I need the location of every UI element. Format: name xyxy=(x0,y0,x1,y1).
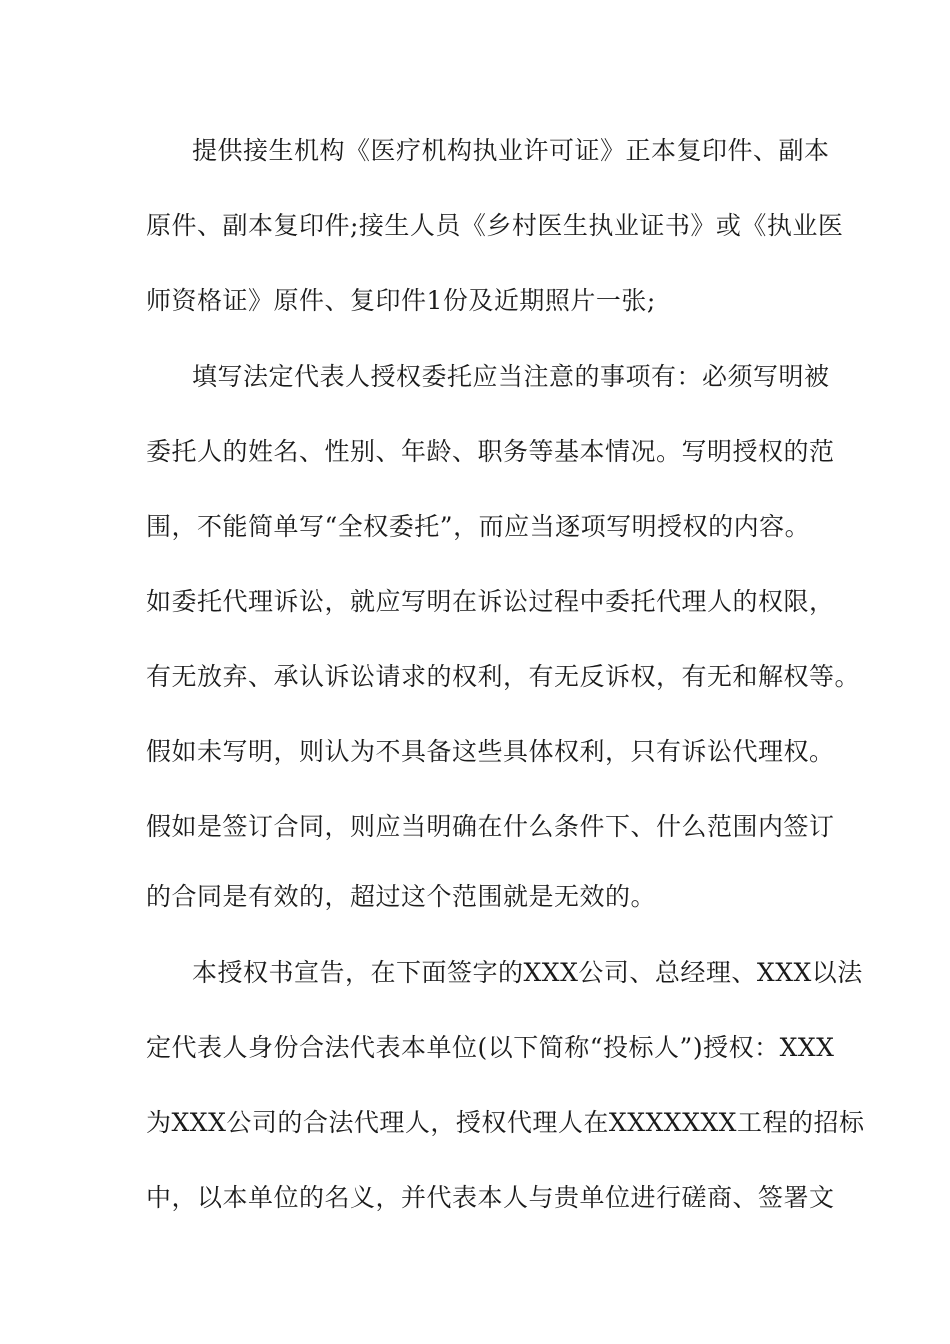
text-line: 原件、副本复印件;接生人员《乡村医生执业证书》或《执业医 xyxy=(146,211,844,240)
text-line: 提供接生机构《医疗机构执业许可证》正本复印件、副本 xyxy=(192,136,830,165)
text-line: 本授权书宣告，在下面签字的XXX公司、总经理、XXX以法 xyxy=(192,958,863,987)
text-line: 委托人的姓名、性别、年龄、职务等基本情况。写明授权的范 xyxy=(146,437,835,466)
text-line: 有无放弃、承认诉讼请求的权利，有无反诉权，有无和解权等。 xyxy=(146,662,861,691)
text-line: 定代表人身份合法代表本单位(以下简称“投标人”)授权：XXX xyxy=(146,1033,835,1062)
text-line: 师资格证》原件、复印件1份及近期照片一张; xyxy=(146,286,656,315)
text-line: 中，以本单位的名义，并代表本人与贵单位进行磋商、签署文 xyxy=(146,1183,835,1212)
text-line: 围，不能简单写“全权委托”，而应当逐项写明授权的内容。 xyxy=(146,512,811,541)
text-line: 的合同是有效的，超过这个范围就是无效的。 xyxy=(146,882,657,911)
text-line: 为XXX公司的合法代理人，授权代理人在XXXXXXX工程的招标 xyxy=(146,1108,865,1137)
text-line: 假如是签订合同，则应当明确在什么条件下、什么范围内签订 xyxy=(146,812,835,841)
text-line: 填写法定代表人授权委托应当注意的事项有：必须写明被 xyxy=(192,362,830,391)
text-line: 假如未写明，则认为不具备这些具体权利，只有诉讼代理权。 xyxy=(146,737,835,766)
text-line: 如委托代理诉讼，就应写明在诉讼过程中委托代理人的权限， xyxy=(146,587,835,616)
